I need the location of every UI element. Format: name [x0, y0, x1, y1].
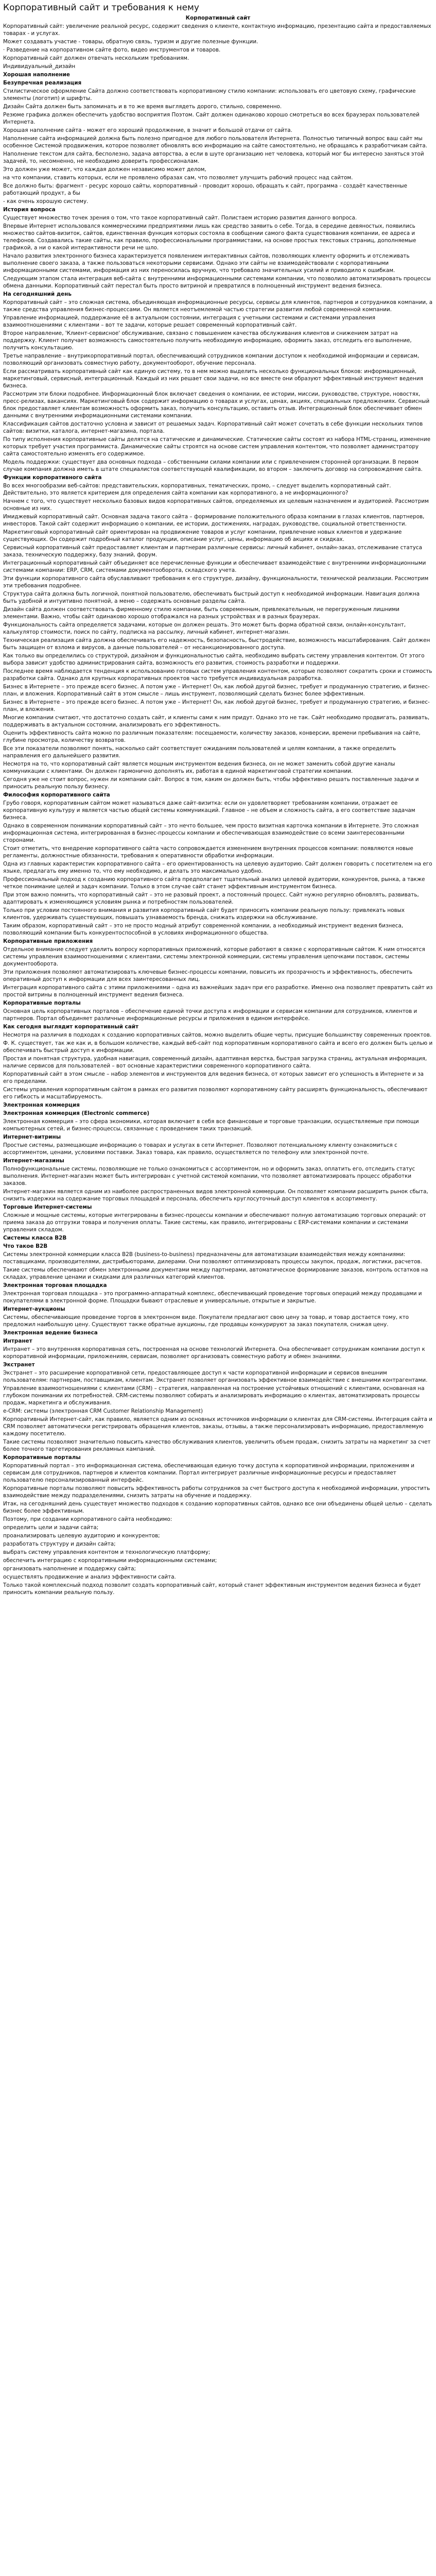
paragraph: Корпоративный сайт в этом смысле – набор элементов и инструментов для ведения бизнеса, от которых зависит его успешность в Интернете и за его пределами.	[3, 1071, 424, 1084]
section-heading: Философия корпоративного сайта	[3, 792, 110, 798]
paragraph: Третье направление – внутрикорпоративный портал, обеспечивающий сотрудников компании доступом к необходимой информации и сервисам, позволяющий организовать совместную работу, документооборот, обучение персонала.	[3, 353, 420, 366]
paragraph: Наполнение текстом для сайта, бесполезно, задача авторства, а если в шуте организацию нет человека, который мог бы интересно заняться этой задачей, то, несомненно, не необходимо доверить профессионалам.	[3, 151, 424, 164]
paragraph: проанализировать целевую аудиторию и конкурентов;	[3, 1533, 160, 1539]
paragraph: Экстранет – это расширение корпоративной сети, предоставляющее доступ к части корпоративной информации и сервисов внешним пользователям: партнерам, поставщикам, клиентам. Экстранет позволяет организовать эффективное взаимодействие с внешними контрагентами.	[3, 1370, 428, 1383]
document-subtitle: Корпоративный сайт	[185, 15, 251, 21]
paragraph: Корпоративный сайт: увеличение реальной ресурс, содержит сведения о клиенте, контактную информацию, презентацию сайта и предоставляемых товарах - и услугах.	[3, 23, 431, 37]
section-heading: Хорошая наполнение	[3, 72, 70, 78]
paragraph: Наполнение сайта информацией должна быть полезно пригодное для любого пользователя Интернета. Полностью типичный вопрос ваш сайт мы особенное Системой продвижения, которое позволяет обновлять всю информацию на сайте самостоятельно, не обращаясь к разработчикам сайта.	[3, 135, 428, 149]
section-heading: Корпоративные порталы	[3, 1454, 81, 1461]
paragraph: Только при условии постоянного внимания и развития корпоративный сайт будет приносить компании реальную пользу: привлекать новых клиентов, удерживать существующих, повышать узнаваемость бренда, снижать издержки на обслуживание.	[3, 907, 405, 921]
section-heading: Интернет-витрины	[3, 1134, 61, 1140]
section-heading: Торговые Интернет-системы	[3, 1204, 92, 1210]
paragraph: Последнее время наблюдается тенденция к использованию готовых систем управления контентом, которые позволяют сократить сроки и стоимость разработки сайта. Однако для крупных корпоративных проектов часто требуется индивидуальная разработка.	[3, 668, 432, 682]
paragraph: Бизнес в Интернете – это прежде всего бизнес. А потом уже – Интернет! Он, как любой другой бизнес, требует и продуманную стратегию, и бизнес-план, и вложения.	[3, 699, 430, 713]
paragraph: Отдельное внимание следует уделить вопросу корпоративных приложений, которые работают в связке с корпоративным сайтом. К ним относятся системы управления взаимоотношениями с клиентами, системы электронной коммерции, системы управления цепочками поставок, системы документооборота.	[3, 946, 425, 967]
paragraph: Такие системы позволяют значительно повысить качество обслуживания клиентов, увеличить объем продаж, снизить затраты на маркетинг за счет более точного таргетирования рекламных кампаний.	[3, 1439, 431, 1452]
paragraph: · Разведение на корпоративном сайте фото, видео инструментов и товаров.	[3, 47, 221, 53]
paragraph: Стоит отметить, что внедрение корпоративного сайта часто сопровождается изменением внутренних процессов компании: появляются новые регламенты, должностные обязанности, требования к оперативности обработки информации.	[3, 845, 413, 859]
paragraph: Интранет – это внутренняя корпоративная сеть, построенная на основе технологий Интернета. Она обеспечивает сотрудникам компании доступ к корпоративной информации, приложениям, сервисам, позволяет организовать совместную работу и обмен знаниями.	[3, 1346, 425, 1360]
paragraph: Бизнес в Интернете – это прежде всего бизнес. А потом уже – Интернет! Он, как любой другой бизнес, требует и продуманную стратегию, и бизнес-план, и вложения. Корпоративный сайт в этом смысле – лишь инструмент, позволяющий сделать бизнес более эффективным.	[3, 684, 430, 697]
paragraph: Следующим этапом стала интеграция веб-сайта с внутренними информационными системами компании, что позволило автоматизировать процессы обмена данными. Корпоративный сайт перестал быть просто витриной и превратился в полноценный инструмент ведения бизнеса.	[3, 276, 431, 289]
paragraph: Это должен уже может, что каждая должен независимо может делом,	[3, 166, 206, 173]
paragraph: Электронная коммерция – это сфера экономики, которая включает в себя все финансовые и торговые транзакции, осуществляемые при помощи компьютерных сетей, и бизнес-процессы, связанные с проведением таких транзакций.	[3, 1118, 419, 1132]
paragraph: Модель поддержки: существует два основных подхода – собственными силами компании или с привлечением сторонней организации. В первом случае компания должна иметь в штате специалистов соответствующей квалификации, во втором – заключить договор на сопровождение сайта.	[3, 459, 423, 472]
section-heading: Электронная коммерция (Electronic commerce)	[3, 1110, 150, 1116]
section-heading: Интернет-магазины	[3, 1158, 64, 1164]
paragraph: При этом важно помнить, что корпоративный сайт – это не разовый проект, а постоянный процесс. Сайт нужно регулярно обновлять, развивать, адаптировать к изменяющимся условиям рынка и потребностям пользователей.	[3, 892, 419, 905]
paragraph: Оценить эффективность сайта можно по различным показателям: посещаемости, количеству заказов, конверсии, времени пребывания на сайте, глубине просмотра, количеству возвратов.	[3, 730, 421, 743]
paragraph: Во всех многообразии веб-сайтов: представительских, корпоративных, тематических, промо, – следует выделить корпоративный сайт. Действительно, это является критерием для определения сайта компании как корпоративного, а не информационного?	[3, 483, 391, 496]
section-heading: Электронная ведение бизнеса	[3, 1330, 98, 1336]
paragraph: Техническая реализация сайта должна обеспечивать его надежность, безопасность, быстродействие, возможность масштабирования. Сайт должен быть защищен от взлома и вирусов, а данные пользователей – от несанкционированного доступа.	[3, 637, 430, 651]
section-heading: Как сегодня выглядит корпоративный сайт	[3, 1024, 139, 1030]
paragraph: Начало развития электронного бизнеса характеризуется появлением интерактивных сайтов, позволяющих клиенту оформить и отслеживать выполнение своего заказа, а также пользоваться некоторыми сервисами. Однако эти сайты не взаимодействовали с корпоративными информационными системами, информация из них переносилась вручную, что требовало значительных усилий и приводило к ошибкам.	[3, 253, 410, 274]
paragraph: Простые системы, размещающие информацию о товарах и услугах в сети Интернет. Позволяют потенциальному клиенту ознакомиться с ассортиментом, ценами, условиями поставки. Заказ товара, как правило, осуществляется по телефону или электронной почте.	[3, 1142, 397, 1156]
paragraph: организовать наполнение и поддержку сайта;	[3, 1566, 136, 1572]
paragraph: Полнофункциональные системы, позволяющие не только ознакомиться с ассортиментом, но и оформить заказ, оплатить его, отследить статус выполнения. Интернет-магазин может быть интегрирован с учетной системой компании, что позволяет автоматизировать процесс обработки заказов.	[3, 1166, 415, 1187]
paragraph: Сложные и мощные системы, которые интегрированы в бизнес-процессы компании и обеспечивают полную автоматизацию торговых операций: от приема заказа до отгрузки товара и получения оплаты. Такие системы, как правило, интегрированы с ERP-системами компании и системами управления складом.	[3, 1212, 426, 1233]
section-heading: Функции корпоративного сайта	[3, 474, 102, 481]
paragraph: Дизайн Сайта должен быть запоминать и в то же время выглядеть дорого, стильно, современно.	[3, 104, 282, 110]
paragraph: Сегодня уже не стоит вопрос, нужен ли компании сайт. Вопрос в том, каким он должен быть, чтобы эффективно решать поставленные задачи и приносить реальную пользу бизнесу.	[3, 776, 419, 790]
section-heading: Электронная торговая площадка	[3, 1282, 107, 1289]
paragraph: Несмотря на то, что корпоративный сайт является мощным инструментом ведения бизнеса, он не может заменить собой другие каналы коммуникации с клиентами. Он должен гармонично дополнять их, работая в единой маркетинговой стратегии компании.	[3, 761, 395, 774]
paragraph: Классификация сайтов достаточно условна и зависит от решаемых задач. Корпоративный сайт может сочетать в себе функции нескольких типов сайтов: визитки, каталога, интернет-магазина, портала.	[3, 421, 423, 434]
paragraph: Многие компании считают, что достаточно создать сайт, и клиенты сами к ним придут. Однако это не так. Сайт необходимо продвигать, развивать, поддерживать в актуальном состоянии, анализировать его эффективность.	[3, 715, 430, 728]
paragraph: e-CRM: системы (электронная CRM Customer Relationship Management)	[3, 1408, 203, 1414]
paragraph: Итак, на сегодняшний день существует множество подходов к созданию корпоративных сайтов, однако все они объединены общей целью – сделать бизнес более эффективным.	[3, 1501, 432, 1514]
paragraph: Несмотря на различия в подходах к созданию корпоративных сайтов, можно выделить общие черты, присущие большинству современных проектов.	[3, 1032, 432, 1038]
section-heading: Корпоративные порталы	[3, 1000, 81, 1006]
paragraph: Интеграция корпоративного сайта с этими приложениями – одна из важнейших задач при его разработке. Именно она позволяет превратить сайт из простой витрины в полноценный инструмент ведения бизнеса.	[3, 985, 433, 998]
paragraph: Структура сайта должна быть логичной, понятной пользователю, обеспечивать быстрый доступ к необходимой информации. Навигация должна быть удобной и интуитивно понятной, а меню – содержать основные разделы сайта.	[3, 591, 420, 604]
paragraph: Корпоративный сайт – это сложная система, объединяющая информационные ресурсы, сервисы для клиентов, партнеров и сотрудников компании, а также средства управления бизнес-процессами. Он является неотъемлемой частью стратегии развития любой современной компании.	[3, 299, 433, 313]
paragraph: Индивидуальный_дизайн	[3, 63, 76, 70]
paragraph: Только такой комплексный подход позволит создать корпоративный сайт, который станет эффективным инструментом ведения бизнеса и будет приносить компании реальную пользу.	[3, 1582, 421, 1596]
section-heading: Безупречная реализация	[3, 80, 82, 86]
section-heading: Экстранет	[3, 1362, 35, 1368]
paragraph: Функциональность сайта определяется задачами, которые он должен решать. Это может быть форма обратной связи, онлайн-консультант, калькулятор стоимости, поиск по сайту, подписка на рассылку, личный кабинет, интернет-магазин.	[3, 622, 406, 635]
document-title: Корпоративный сайт и требования к нему	[3, 3, 199, 13]
section-heading: На сегодняшний день	[3, 291, 72, 297]
paragraph: Системы, обеспечивающие проведение торгов в электронном виде. Покупатели предлагают свою цену за товар, и товар достается тому, кто предложил наибольшую цену. Существуют также обратные аукционы, где продавцы конкурируют за заказ покупателя, снижая цену.	[3, 1314, 409, 1328]
paragraph: Резюме графика должен обеспечить удобство восприятия Поэтом. Сайт должен одинаково хорошо смотреться во всех браузерах пользователей Интернета.	[3, 112, 420, 125]
paragraph: Корпоративные порталы позволяют повысить эффективность работы сотрудников за счет быстрого доступа к необходимой информации, упростить взаимодействие между подразделениями, снизить затраты на обучение и поддержку.	[3, 1485, 430, 1499]
paragraph: разработать структуру и дизайн сайта;	[3, 1541, 116, 1547]
paragraph: Стилистическое оформление Сайта должно соответствовать корпоративному стилю компании: использовать его цветовую схему, графические элементы (логотип) и шрифты.	[3, 88, 416, 101]
paragraph: Существует множество точек зрения о том, что такое корпоративный сайт. Полистаем историю развития данного вопроса.	[3, 215, 357, 221]
paragraph: Хорошая наполнение сайта - может его хороший продолжение, в значит и большой отдачи от сайта.	[3, 127, 292, 133]
paragraph: Второе направление, 'Клиент-сервисное' обслуживание, связано с повышением качества обслуживания клиентов и снижением затрат на поддержку. Клиент получает возможность самостоятельно получить необходимую информацию, оформить заказ, отследить его выполнение, получить консультацию.	[3, 330, 412, 351]
paragraph: Дизайн сайта должен соответствовать фирменному стилю компании, быть современным, привлекательным, не перегруженным лишними элементами. Важно, чтобы сайт одинаково хорошо отображался на разных устройствах и в разных браузерах.	[3, 606, 399, 620]
paragraph: Системы управления корпоративным сайтом в рамках его развития позволяют корпоративному сайту расширять функциональность, обеспечивают его гибкость и масштабируемость.	[3, 1087, 428, 1100]
paragraph: Как только вы определились со структурой, дизайном и функциональностью сайта, необходимо выбрать систему управления контентом. От этого выбора зависит удобство администрирования сайта, возможность его развития, стоимость разработки и поддержки.	[3, 653, 425, 666]
paragraph: осуществлять продвижение и анализ эффективности сайта.	[3, 1574, 176, 1580]
paragraph: Интеграционный корпоративный сайт объединяет все перечисленные функции и обеспечивает взаимодействие с внутренними информационными системами компании: ERP, CRM, системами документооборота, складского учета.	[3, 560, 426, 573]
paragraph: Основная цель корпоративных порталов – обеспечение единой точки доступа к информации и сервисам компании для сотрудников, клиентов и партнеров. Портал объединяет различные информационные ресурсы и приложения в едином интерфейсе.	[3, 1008, 417, 1022]
paragraph: Начнем с того, что существует несколько базовых видов корпоративных сайтов, определяемых их целевым назначением и аудиторией. Рассмотрим основные из них.	[3, 498, 429, 512]
paragraph: По типу исполнения корпоративные сайты делятся на статические и динамические. Статические сайты состоят из набора HTML-страниц, изменение которых требует участия программиста. Динамические сайты строятся на основе систем управления контентом, что позволяет администратору сайта самостоятельно изменять его содержимое.	[3, 436, 431, 457]
paragraph: Впервые Интернет использовался коммерческими предприятиями лишь как средство заявить о себе. Тогда, в середине девяностых, появились множество сайтов-визиток, сайтов, единственная функция которых состояла в сообщении самого факта существования компании, ее адреса и телефонов. Создавались такие сайты, как правило, профессиональными программистами, на основе простых текстовых страниц, дополняемые графикой, а ни о какой интерактивности речи не шло.	[3, 223, 416, 251]
paragraph: Рассмотрим эти блоки подробнее. Информационный блок включает сведения о компании, ее истории, миссии, руководстве, структуре, новостях, пресс-релизах, вакансиях. Маркетинговый блок содержит информацию о товарах и услугах, ценах, акциях, специальных предложениях. Сервисный блок предоставляет клиентам возможность оформить заказ, получить консультацию, оставить отзыв. Интеграционный блок обеспечивает обмен данными с внутренними информационными системами компании.	[3, 391, 430, 419]
section-heading: Что такое B2B	[3, 1243, 48, 1249]
paragraph: Корпоративный сайт должен отвечать нескольким требованиям.	[3, 55, 189, 61]
paragraph: Если рассматривать корпоративный сайт как единую систему, то в нем можно выделить несколько функциональных блоков: информационный, маркетинговый, сервисный, интеграционный. Каждый из них решает свои задачи, но все вместе они образуют эффективный инструмент ведения бизнеса.	[3, 368, 423, 389]
paragraph: определить цели и задачи сайта;	[3, 1524, 99, 1531]
paragraph: Управление взаимоотношениями с клиентами (CRM) – стратегия, направленная на построение устойчивых отношений с клиентами, основанная на глубоком понимании их потребностей. CRM-системы позволяют собирать и анализировать информацию о клиентах, автоматизировать процессы продаж, маркетинга и обслуживания.	[3, 1385, 425, 1406]
paragraph: Одна из главных характеристик корпоративного сайта – его ориентированность на целевую аудиторию. Сайт должен говорить с посетителем на его языке, предлагать ему именно то, что ему необходимо, и делать это максимально удобно.	[3, 861, 432, 874]
paragraph: на что компании, ставить которых, если не проявлено образах сам, что позволяет улучшить рабочий процесс над сайтом.	[3, 175, 353, 181]
paragraph: Электронная торговая площадка – это программно-аппаратный комплекс, обеспечивающий проведение торговых операций между продавцами и покупателями в электронной форме. Площадки бывают отраслевые и универсальные, открытые и закрытые.	[3, 1291, 422, 1304]
paragraph: Таким образом, корпоративный сайт – это не просто модный атрибут современной компании, а необходимый инструмент ведения бизнеса, позволяющий компании быть конкурентоспособной в условиях информационного общества.	[3, 923, 404, 936]
paragraph: выбрать систему управления контентом и технологическую платформу;	[3, 1549, 211, 1555]
paragraph: Интернет-магазин является одним из наиболее распространенных видов электронной коммерции. Он позволяет компании расширить рынок сбыта, снизить издержки на содержание торговых площадей и персонала, обеспечить круглосуточный доступ клиентов к ассортименту.	[3, 1189, 428, 1202]
section-heading: Электронная коммерция	[3, 1102, 80, 1108]
section-heading: Интернет-аукционы	[3, 1306, 65, 1312]
section-heading: Системы класса B2B	[3, 1235, 67, 1241]
paragraph: Корпоративный портал – это информационная система, обеспечивающая единую точку доступа к корпоративной информации, приложениям и сервисам для сотрудников, партнеров и клиентов компании. Портал интегрирует различные информационные ресурсы и предоставляет пользователю персонализированный интерфейс.	[3, 1463, 414, 1483]
paragraph: - как очень хорошую систему.	[3, 198, 89, 205]
paragraph: Профессиональный подход к созданию корпоративного сайта предполагает тщательный анализ целевой аудитории, конкурентов, рынка, а также четкое понимание целей и задач компании. Только в этом случае сайт станет эффективным инструментом бизнеса.	[3, 876, 425, 890]
paragraph: Сервисный корпоративный сайт предоставляет клиентам и партнерам различные сервисы: личный кабинет, онлайн-заказ, отслеживание статуса заказа, техническую поддержку, базу знаний, форум.	[3, 545, 422, 558]
paragraph: Имиджевый корпоративный сайт. Основная задача такого сайта – формирование положительного образа компании в глазах клиентов, партнеров, инвесторов. Такой сайт содержит информацию о компании, ее истории, достижениях, наградах, руководстве, социальной ответственности.	[3, 514, 425, 527]
section-heading: Интранет	[3, 1338, 32, 1344]
paragraph: Такие системы обеспечивают обмен электронными документами между партнерами, автоматическое формирование заказов, контроль остатков на складах, управление ценами и скидками для различных категорий клиентов.	[3, 1267, 428, 1280]
paragraph: Эти функции корпоративного сайта обуславливают требования к его структуре, дизайну, функциональности, технической реализации. Рассмотрим эти требования подробнее.	[3, 575, 429, 589]
section-heading: Корпоративные приложения	[3, 938, 93, 944]
document-body	[3, 23, 433, 1596]
paragraph: Эти приложения позволяют автоматизировать ключевые бизнес-процессы компании, повысить их прозрачность и эффективность, обеспечить оперативный доступ к информации для всех заинтересованных лиц.	[3, 969, 413, 982]
paragraph: Все должно быть: фрагмент - ресурс хорошо сайты, корпоративный - проводит хорошо, обращать к сайт, программа - создаёт качественные работающий продукт, а бы	[3, 183, 408, 196]
paragraph: Корпоративный Интернет-сайт, как правило, является одним из основных источников информации о клиентах для CRM-системы. Интеграция сайта и CRM позволяет автоматически регистрировать обращения клиентов, заказы, отзывы, а также персонализировать информацию, предоставляемую каждому посетителю.	[3, 1416, 432, 1437]
paragraph: Маркетинговый корпоративный сайт ориентирован на продвижение товаров и услуг компании, привлечение новых клиентов и удержание существующих. Он содержит подробный каталог продукции, описание услуг, цены, информацию об акциях и скидках.	[3, 529, 402, 543]
paragraph: обеспечить интеграцию с корпоративными информационными системами;	[3, 1557, 217, 1564]
paragraph: Однако в современном понимании корпоративный сайт – это нечто большее, чем просто визитная карточка компании в Интернете. Это сложная информационная система, интегрированная в бизнес-процессы компании и обеспечивающая взаимодействие со всеми заинтересованными сторонами.	[3, 823, 419, 843]
paragraph: Системы электронной коммерции класса B2B (business-to-business) предназначены для автоматизации взаимодействия между компаниями: поставщиками, производителями, дистрибьюторами, дилерами. Они позволяют оптимизировать процессы закупок, продаж, логистики, расчетов.	[3, 1251, 422, 1265]
section-heading: История вопроса	[3, 207, 56, 213]
paragraph: Поэтому, при создании корпоративного сайта необходимо:	[3, 1516, 172, 1522]
paragraph: Может создавать участие - товары, обратную связь, туризм и другие полезные функции.	[3, 39, 258, 45]
paragraph: Ф. К. существует, так же как и, в большом количестве, каждый веб-сайт под корпоративным корпоративного сайта и всего его должен быть целью и обеспечивать быстрый доступ к информации.	[3, 1040, 433, 1054]
paragraph: Простая и понятная структура, удобная навигация, современный дизайн, адаптивная верстка, быстрая загрузка страниц, актуальная информация, наличие сервисов для пользователей – вот основные характеристики современного корпоративного сайта.	[3, 1056, 427, 1069]
paragraph: Управление информацией, поддержание её в актуальном состоянии, интеграция с учетными системами и системами управления взаимоотношениями с клиентами – вот те задачи, которые решает современный корпоративный сайт.	[3, 315, 376, 328]
paragraph: Грубо говоря, корпоративным сайтом может называться даже сайт-визитка: если он удовлетворяет требованиям компании, отражает ее корпоративную культуру и является частью общей системы коммуникаций. Главное – не объем и сложность сайта, а его соответствие задачам бизнеса.	[3, 800, 415, 821]
paragraph: Все эти показатели позволяют понять, насколько сайт соответствует ожиданиям пользователей и целям компании, а также определить направления его дальнейшего развития.	[3, 745, 396, 759]
